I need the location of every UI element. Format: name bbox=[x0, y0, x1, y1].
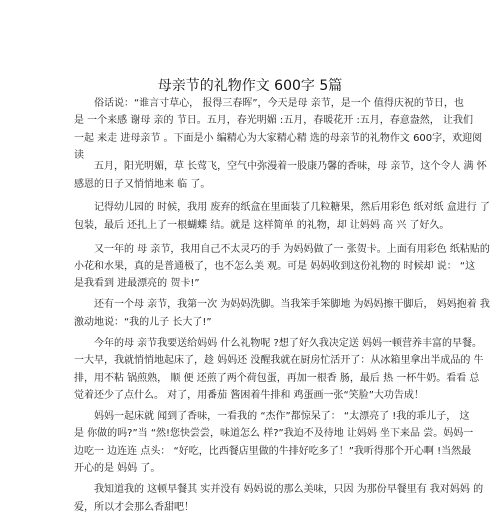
paragraph-6 bbox=[74, 408, 474, 478]
text-line: 开心的是 妈妈 了。 bbox=[74, 463, 161, 475]
text-line: 觉着还少了点什么。 对了，用番茄 酱困着牛排和 鸡蛋画一张“笑脸”大功告成！ bbox=[74, 389, 424, 401]
text-line: 边吃一 边连连 点头： “好吃，比西餐店里做的牛排好吃多了！”我听得那个开心啊 !当然最 bbox=[74, 445, 472, 457]
paragraph-4 bbox=[74, 296, 490, 331]
text-line: 是我看到 进最漂亮的 贺卡!” bbox=[74, 278, 200, 290]
text-line: 俗话说：“谁言寸草心， 报得三春晖”，今天是母 亲节，是一个 值得庆祝的节日，也 bbox=[94, 98, 464, 109]
text-line: 记得幼儿园的 时候，我用 废弃的纸盒在里面装了几粒糖果，然后用彩色 纸对纸 盒进行 了 bbox=[94, 202, 490, 214]
text-line: 五月，阳光明媚，草 长莺飞，空气中弥漫着一股康乃馨的香味，母 亲节，这个令人 满 怀 bbox=[94, 161, 487, 173]
document-title: 母亲节的礼物作文 600字 5篇 bbox=[157, 78, 343, 94]
text-line: 读 bbox=[74, 150, 84, 162]
paragraph-1 bbox=[74, 158, 487, 193]
text-line: 激动地说：“我的儿子 长大了!” bbox=[74, 316, 212, 328]
paragraph-7 bbox=[74, 481, 484, 516]
paragraph-intro bbox=[74, 95, 483, 165]
text-line: 感恩的日子又悄悄地来 临 了。 bbox=[74, 178, 211, 190]
paragraph-2 bbox=[74, 199, 490, 234]
text-line: 妈妈一起床就 闻到了香味，一看我的 “杰作”都惊呆了： “太漂亮了 !我的乖儿子， 这 bbox=[94, 411, 470, 422]
text-line: 今年的母 亲节我要送给妈妈 什么礼物呢 ?想了好久我决定送 妈妈一顿营养丰富的早餐。 bbox=[94, 337, 483, 349]
text-line: 一大早，我就悄悄地起床了，趁 妈妈还 没醒我就在厨房忙活开了：从冰箱里拿出半成品的 牛 bbox=[74, 355, 484, 367]
text-line: 我知道我的 这顿早餐其 实并没有 妈妈说的那么美味，只因 为那份早餐里有 我对妈妈 的 bbox=[94, 484, 484, 496]
text-line: 又一年的 母 亲节，我用自己不太灵巧的手 为妈妈做了一 张贺卡。上面有用彩色 纸粘贴的 bbox=[94, 243, 490, 255]
text-line: 小花和水果，真的是普通极了，也不怎么美 观。可是 妈妈收到这份礼物的 时候却 说： “这 bbox=[74, 260, 476, 272]
text-line: 一起 来走 进母亲节 。下面是小 编精心为大家精心精 选的母亲节的礼物作文 600字，欢迎阅 bbox=[74, 132, 483, 144]
text-line: 还有一个母 亲节，我第一次 为妈妈洗脚。当我笨手笨脚地 为妈妈擦干脚后， 妈妈抱着 我 bbox=[94, 299, 490, 311]
paragraph-5 bbox=[74, 335, 484, 405]
paragraph-3 bbox=[74, 241, 490, 293]
text-line: 是 你做的吗?”当 “然!您快尝尝，味道怎么 样?”我迫不及待地 让妈妈 坐下来品 尝。妈妈一 bbox=[74, 428, 474, 440]
text-line: 包装，最后 还扎上了一根蝴蝶 结。就是 这样简单 的礼物，却 让妈妈 高 兴 了好久。 bbox=[74, 219, 450, 231]
text-line: 排，用不粘 锅煎熟， 顺 便 还煎了两个荷包蛋，再加一根香 肠，最后 热 一杯牛奶。看看 总 bbox=[74, 372, 480, 384]
text-line: 是 一个来感 谢母 亲的 节日。五月，春光明媚 :五月，春暖花开 :五月，春意盎然， 让我们 bbox=[74, 115, 473, 127]
text-line: 爱，所以才会那么香甜吧！ bbox=[74, 501, 194, 513]
